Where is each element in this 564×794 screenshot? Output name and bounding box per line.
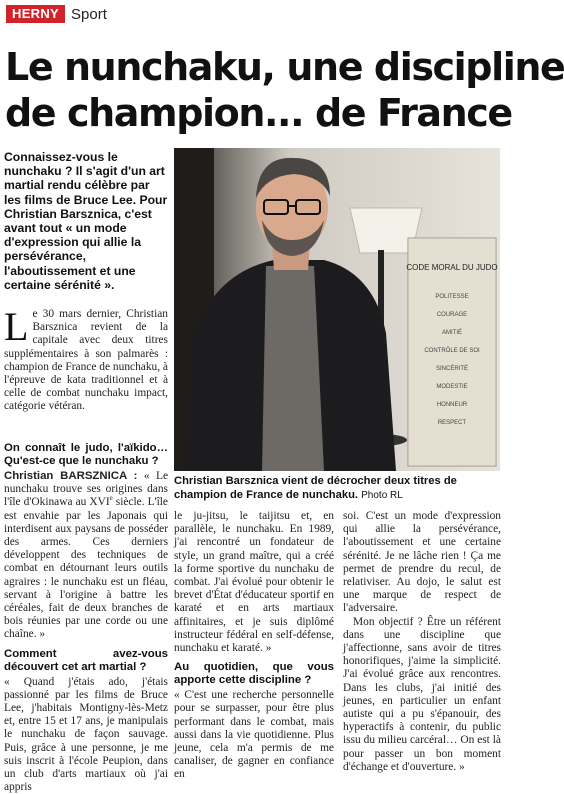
question-1: On connaît le judo, l'aïkido… Qu'est-ce que le nunchaku ? bbox=[4, 442, 168, 467]
kicker bbox=[6, 4, 107, 24]
poster-title: CODE MORAL DU JUDO bbox=[406, 263, 498, 272]
poster-item: AMITIÉ bbox=[441, 330, 463, 336]
portrait-photo bbox=[174, 148, 500, 471]
answer-1-text: « Le nunchaku trouve ses origines dans l'île d'Okinawa au XVI bbox=[4, 470, 168, 509]
column-2 bbox=[174, 510, 334, 782]
question-3: Au quotidien, que vous apporte cette discipline ? bbox=[174, 661, 334, 687]
headline bbox=[5, 44, 564, 136]
poster-item: CONTRÔLE DE SOI bbox=[424, 348, 480, 354]
headline-line-1: Le nunchaku, une discipline bbox=[5, 45, 564, 89]
column-3 bbox=[343, 510, 501, 774]
intro-text: e 30 mars dernier, Christian Barsznica revient de la capitale avec deux titres supplémentaires à son palmarès : champion de France de nunchaku, à l'épreuve de kata traditionnel et à celle de combat nunchaku impact, catégorie vétéran. bbox=[4, 308, 168, 413]
speaker-name: Christian BARSZNICA : bbox=[4, 470, 138, 482]
drop-cap: L bbox=[4, 304, 29, 349]
photo-credit: Photo RL bbox=[361, 490, 403, 501]
column-1 bbox=[4, 442, 168, 794]
answer-3: « C'est une recherche personnelle pour se surpasser, pour être plus performant dans le combat, mais aussi dans la vie quotidienne. Plus jeune, cela m'a permis de me canaliser, de gagner en confiance en bbox=[174, 689, 334, 781]
answer-1-superscript: e bbox=[109, 494, 113, 503]
answer-2: « Quand j'étais ado, j'étais passionné par les films de Bruce Lee, j'habitais Montigny-lès-Metz et, entre 15 et 17 ans, je manipulais le nunchaku de façon sauvage. Puis, grâce à une personne, je me suis inscrit à l'école Peupion, dans un club d'arts martiaux où j'ai appris bbox=[4, 675, 168, 794]
location-tag: HERNY bbox=[6, 5, 65, 23]
question-2: Comment avez-vous découvert cet art martial ? bbox=[4, 647, 168, 673]
answer-3-cont: soi. C'est un mode d'expression qui allie la persévérance, l'aboutissement et une certaine sérénité. Je ne lâche rien ! Ça me permet de prendre du recul, de relativiser. Au dojo, le salut est une marque de respect de l'adversaire. bbox=[343, 510, 501, 615]
poster-item: COURAGE bbox=[436, 312, 468, 318]
section-label: Sport bbox=[71, 5, 107, 23]
headline-line-2: de champion... de France bbox=[5, 91, 512, 135]
photo-illustration bbox=[174, 148, 500, 471]
answer-2-cont: le ju-jitsu, le taijitsu et, en parallèle, le nunchaku. En 1989, j'ai rencontré un fondateur de style, un grand maître, qui a créé la forme sportive du nunchaku de combat. J'ai évolué pour obtenir le brevet d'État d'éducateur sportif en karaté et en arts martiaux affinitaires, et je suis diplômé instructeur fédéral en self-défense, nunchaku et karaté. » bbox=[174, 510, 334, 655]
poster-item: MODESTIE bbox=[436, 384, 468, 390]
caption-text: Christian Barsznica vient de décrocher deux titres de champion de France de nunchaku. bbox=[174, 475, 457, 501]
intro-paragraph bbox=[4, 304, 168, 414]
answer-1-text-cont: siècle. L'île est envahie par les Japonais qui interdisent aux paysans de posséder des armes. Ces derniers développent des techniques de combat en détournant leurs outils agraires : le nunchaku est un fléau, servant à l'origine à battre les céréales, fait de deux branches de bois réunies par une corde ou une chaîne. » bbox=[4, 496, 168, 641]
photo-caption bbox=[174, 474, 504, 503]
standfirst: Connaissez-vous le nunchaku ? Il s'agit d'un art martial rendu célèbre par les films de Bruce Lee. Pour Christian Barsznica, c'est avant tout « un mode d'expression qui allie la persévérance, l'aboutissement et une certaine sérénité ». bbox=[4, 150, 168, 292]
poster-item: POLITESSE bbox=[435, 294, 469, 300]
poster-item: SINCÉRITÉ bbox=[435, 366, 469, 372]
poster-item: HONNEUR bbox=[436, 402, 468, 408]
answer-3-objective: Mon objectif ? Être un référent dans une discipline que j'affectionne, sans avoir de titres honorifiques, j'aime la simplicité. J'ai évolué grâce aux rencontres. Dans les clubs, j'ai initié des jeunes, en particulier un enfant autiste qui a pu s'épanouir, des hyperactifs à contenir, du public issu du milieu carcéral… On est là pour passer un bon moment d'échange et d'ouverture. » bbox=[343, 615, 501, 773]
poster-item: RESPECT bbox=[437, 420, 467, 426]
answer-1 bbox=[4, 470, 168, 642]
